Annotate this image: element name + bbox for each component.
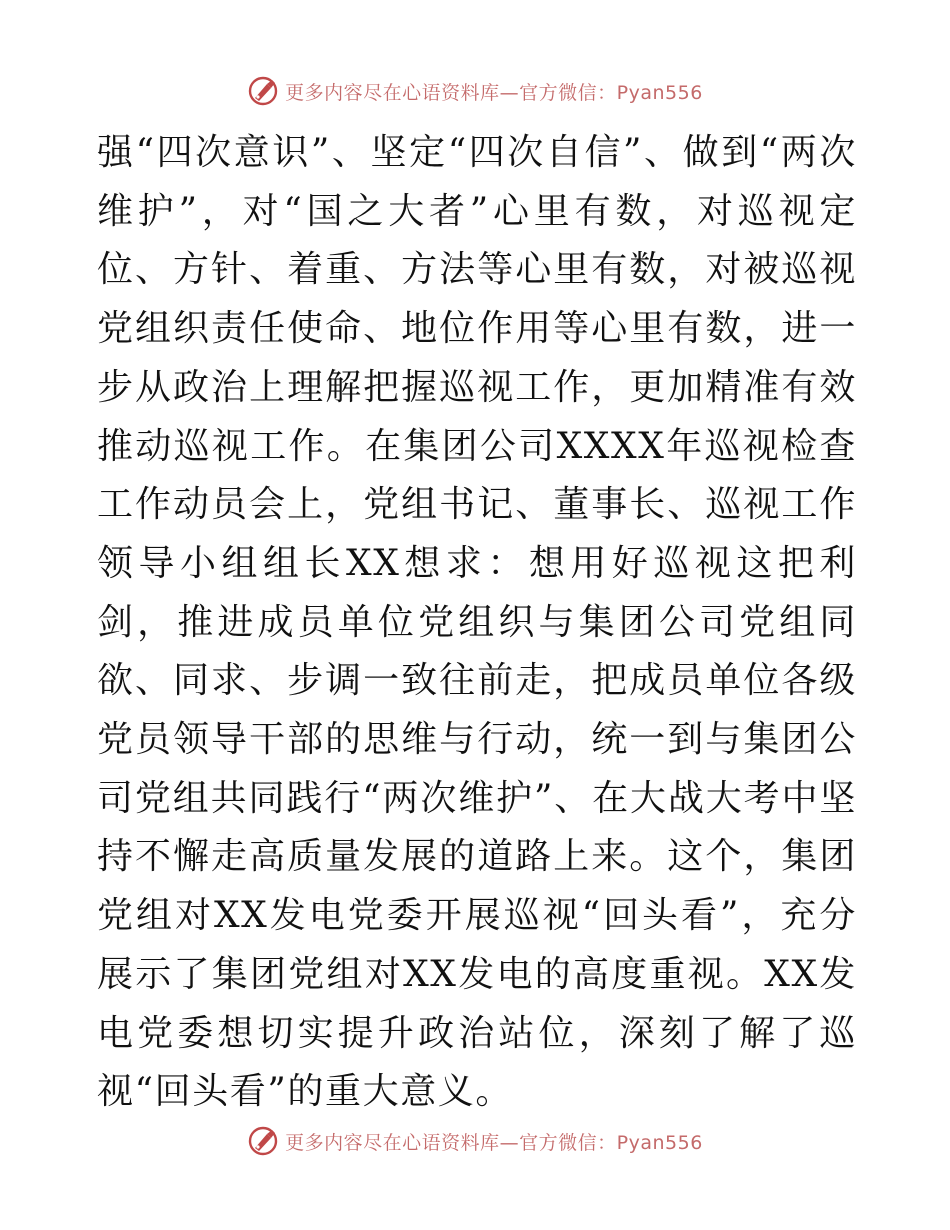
footer-watermark bbox=[0, 1124, 950, 1158]
footer-watermark-text: 更多内容尽在心语资料库—官方微信：Pyan556 bbox=[285, 1131, 703, 1154]
header-watermark bbox=[0, 74, 950, 108]
header-watermark-text: 更多内容尽在心语资料库—官方微信：Pyan556 bbox=[285, 81, 703, 104]
pen-nib-logo-icon bbox=[247, 1125, 279, 1157]
pen-nib-logo-icon bbox=[247, 75, 279, 107]
body-paragraph: 强“四次意识”、坚定“四次自信”、做到“两次维护”，对“国之大者”心里有数，对巡视定位、方针、着重、方法等心里有数，对被巡视党组织责任使命、地位作用等心里有数，进一步从政治上理解把握巡视工作，更加精准有效推动巡视工作。在集团公司XXXX年巡视检查工作动员会上，党组书记、董事长、巡视工作领导小组组长XX想求：想用好巡视这把利剑，推进成员单位党组织与集团公司党组同欲、同求、步调一致往前走，把成员单位各级党员领导干部的思维与行动，统一到与集团公司党组共同践行“两次维护”、在大战大考中坚持不懈走高质量发展的道路上来。这个，集团党组对XX发电党委开展巡视“回头看”，充分展示了集团党组对XX发电的高度重视。XX发电党委想切实提升政治站位，深刻了解了巡视“回头看”的重大意义。 bbox=[97, 132, 857, 1113]
